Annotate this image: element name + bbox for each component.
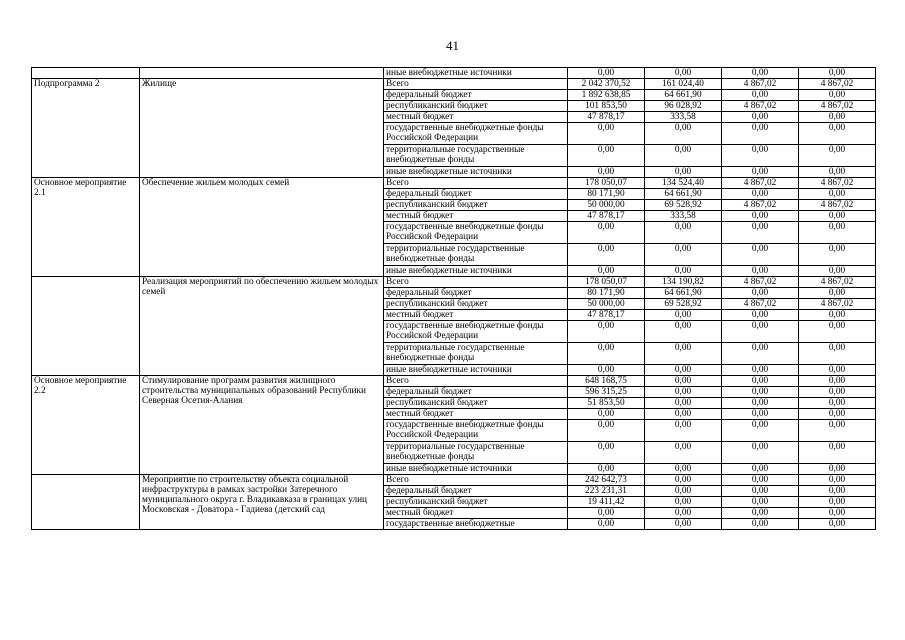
- amount-cell: 0,00: [722, 508, 799, 519]
- funding-source-cell: иные внебюджетные источники: [384, 365, 568, 376]
- amount-cell: 0,00: [799, 222, 876, 244]
- amount-cell: 4 867,02: [799, 101, 876, 112]
- amount-cell: 0,00: [568, 420, 645, 442]
- amount-cell: 0,00: [568, 519, 645, 530]
- amount-cell: 596 315,25: [568, 387, 645, 398]
- funding-source-cell: государственные внебюджетные фонды Российской Федерации: [384, 222, 568, 244]
- amount-cell: 0,00: [645, 266, 722, 277]
- amount-cell: 4 867,02: [722, 101, 799, 112]
- program-cell: [32, 277, 140, 376]
- amount-cell: 0,00: [722, 321, 799, 343]
- page-number: 41: [446, 38, 459, 53]
- amount-cell: 51 853,50: [568, 398, 645, 409]
- amount-cell: 0,00: [722, 112, 799, 123]
- table-row: [32, 475, 876, 486]
- amount-cell: 0,00: [645, 464, 722, 475]
- measure-name-cell: Реализация мероприятий по обеспечению жильем молодых семей: [140, 277, 384, 376]
- measure-name-cell: Стимулирование программ развития жилищного строительства муниципальных образований Республики Северная Осетия-Алания: [140, 376, 384, 475]
- amount-cell: 0,00: [645, 376, 722, 387]
- amount-cell: 0,00: [645, 321, 722, 343]
- amount-cell: 0,00: [799, 398, 876, 409]
- amount-cell: 101 853,50: [568, 101, 645, 112]
- amount-cell: 0,00: [799, 90, 876, 101]
- amount-cell: 0,00: [799, 387, 876, 398]
- amount-cell: 4 867,02: [722, 299, 799, 310]
- funding-source-cell: Всего: [384, 79, 568, 90]
- amount-cell: 178 050,07: [568, 178, 645, 189]
- amount-cell: 19 411,42: [568, 497, 645, 508]
- amount-cell: 0,00: [568, 68, 645, 79]
- amount-cell: 134 190,82: [645, 277, 722, 288]
- funding-source-cell: федеральный бюджет: [384, 288, 568, 299]
- program-cell: [32, 68, 140, 79]
- amount-cell: 0,00: [722, 486, 799, 497]
- amount-cell: 0,00: [799, 288, 876, 299]
- funding-source-cell: местный бюджет: [384, 310, 568, 321]
- amount-cell: 0,00: [722, 90, 799, 101]
- amount-cell: 0,00: [568, 222, 645, 244]
- amount-cell: 0,00: [568, 365, 645, 376]
- amount-cell: 0,00: [645, 442, 722, 464]
- funding-source-cell: республиканский бюджет: [384, 497, 568, 508]
- amount-cell: 0,00: [799, 145, 876, 167]
- amount-cell: 0,00: [722, 365, 799, 376]
- amount-cell: 333,58: [645, 112, 722, 123]
- funding-source-cell: Всего: [384, 178, 568, 189]
- funding-source-cell: территориальные государственные внебюджетные фонды: [384, 442, 568, 464]
- amount-cell: 0,00: [722, 288, 799, 299]
- measure-name-cell: [140, 68, 384, 79]
- amount-cell: 0,00: [645, 123, 722, 145]
- funding-source-cell: республиканский бюджет: [384, 398, 568, 409]
- amount-cell: 0,00: [568, 508, 645, 519]
- amount-cell: 0,00: [799, 420, 876, 442]
- amount-cell: 69 528,92: [645, 299, 722, 310]
- table-row: [32, 178, 876, 189]
- program-cell: [32, 475, 140, 530]
- amount-cell: 0,00: [722, 68, 799, 79]
- amount-cell: 0,00: [799, 365, 876, 376]
- amount-cell: 0,00: [722, 123, 799, 145]
- funding-source-cell: республиканский бюджет: [384, 299, 568, 310]
- funding-source-cell: иные внебюджетные источники: [384, 464, 568, 475]
- amount-cell: 0,00: [722, 420, 799, 442]
- amount-cell: 0,00: [722, 244, 799, 266]
- amount-cell: 2 042 370,52: [568, 79, 645, 90]
- amount-cell: 0,00: [645, 343, 722, 365]
- funding-source-cell: иные внебюджетные источники: [384, 167, 568, 178]
- table-row: [32, 277, 876, 288]
- funding-source-cell: Всего: [384, 475, 568, 486]
- amount-cell: 0,00: [645, 420, 722, 442]
- funding-source-cell: республиканский бюджет: [384, 200, 568, 211]
- amount-cell: 0,00: [799, 376, 876, 387]
- amount-cell: 0,00: [799, 343, 876, 365]
- amount-cell: 4 867,02: [799, 178, 876, 189]
- budget-table-body: [32, 68, 876, 530]
- amount-cell: 0,00: [645, 244, 722, 266]
- amount-cell: 0,00: [568, 123, 645, 145]
- program-cell: Подпрограмма 2: [32, 79, 140, 178]
- funding-source-cell: федеральный бюджет: [384, 387, 568, 398]
- amount-cell: 0,00: [799, 266, 876, 277]
- amount-cell: 0,00: [645, 409, 722, 420]
- funding-source-cell: государственные внебюджетные фонды Российской Федерации: [384, 420, 568, 442]
- measure-name-cell: Мероприятие по строительству объекта социальной инфраструктуры в рамках застройки Затеречного муниципального округа г. Владикавказа в границах улиц Московская - Доватора - Гадиева (детский сад: [140, 475, 384, 530]
- amount-cell: 0,00: [645, 365, 722, 376]
- amount-cell: 0,00: [722, 167, 799, 178]
- amount-cell: 0,00: [799, 211, 876, 222]
- funding-source-cell: государственные внебюджетные: [384, 519, 568, 530]
- amount-cell: 64 661,90: [645, 189, 722, 200]
- amount-cell: 0,00: [645, 387, 722, 398]
- amount-cell: 0,00: [722, 189, 799, 200]
- amount-cell: 0,00: [799, 519, 876, 530]
- funding-source-cell: иные внебюджетные источники: [384, 68, 568, 79]
- amount-cell: 0,00: [645, 310, 722, 321]
- amount-cell: 0,00: [568, 145, 645, 167]
- table-row: [32, 79, 876, 90]
- amount-cell: 0,00: [645, 398, 722, 409]
- amount-cell: 0,00: [799, 321, 876, 343]
- amount-cell: 0,00: [568, 244, 645, 266]
- funding-source-cell: государственные внебюджетные фонды Российской Федерации: [384, 123, 568, 145]
- amount-cell: 0,00: [799, 486, 876, 497]
- funding-source-cell: федеральный бюджет: [384, 189, 568, 200]
- amount-cell: 0,00: [722, 387, 799, 398]
- amount-cell: 4 867,02: [799, 299, 876, 310]
- amount-cell: 0,00: [722, 464, 799, 475]
- amount-cell: 0,00: [722, 398, 799, 409]
- amount-cell: 64 661,90: [645, 90, 722, 101]
- amount-cell: 333,58: [645, 211, 722, 222]
- funding-source-cell: Всего: [384, 277, 568, 288]
- measure-name-cell: Жилище: [140, 79, 384, 178]
- amount-cell: 242 642,73: [568, 475, 645, 486]
- amount-cell: 50 000,00: [568, 299, 645, 310]
- amount-cell: 80 171,90: [568, 189, 645, 200]
- amount-cell: 0,00: [722, 211, 799, 222]
- amount-cell: 0,00: [799, 123, 876, 145]
- amount-cell: 161 024,40: [645, 79, 722, 90]
- funding-source-cell: местный бюджет: [384, 112, 568, 123]
- funding-source-cell: местный бюджет: [384, 211, 568, 222]
- funding-source-cell: иные внебюджетные источники: [384, 266, 568, 277]
- amount-cell: 1 892 638,85: [568, 90, 645, 101]
- funding-source-cell: Всего: [384, 376, 568, 387]
- amount-cell: 0,00: [568, 409, 645, 420]
- program-cell: Основное мероприятие 2.2: [32, 376, 140, 475]
- funding-source-cell: федеральный бюджет: [384, 90, 568, 101]
- budget-table: [31, 67, 876, 530]
- amount-cell: 0,00: [799, 497, 876, 508]
- amount-cell: 0,00: [722, 497, 799, 508]
- amount-cell: 64 661,90: [645, 288, 722, 299]
- funding-source-cell: федеральный бюджет: [384, 486, 568, 497]
- amount-cell: 0,00: [722, 343, 799, 365]
- amount-cell: 223 231,31: [568, 486, 645, 497]
- amount-cell: 0,00: [722, 145, 799, 167]
- amount-cell: 0,00: [799, 508, 876, 519]
- amount-cell: 0,00: [799, 244, 876, 266]
- amount-cell: 0,00: [645, 145, 722, 167]
- amount-cell: 0,00: [722, 310, 799, 321]
- amount-cell: 0,00: [722, 376, 799, 387]
- amount-cell: 0,00: [645, 508, 722, 519]
- amount-cell: 648 168,75: [568, 376, 645, 387]
- amount-cell: 4 867,02: [722, 178, 799, 189]
- amount-cell: 0,00: [568, 321, 645, 343]
- amount-cell: 0,00: [568, 464, 645, 475]
- amount-cell: 0,00: [799, 464, 876, 475]
- amount-cell: 0,00: [722, 222, 799, 244]
- amount-cell: 47 878,17: [568, 310, 645, 321]
- amount-cell: 0,00: [799, 189, 876, 200]
- amount-cell: 4 867,02: [799, 200, 876, 211]
- amount-cell: 0,00: [799, 310, 876, 321]
- amount-cell: 80 171,90: [568, 288, 645, 299]
- amount-cell: 0,00: [645, 475, 722, 486]
- amount-cell: 0,00: [799, 442, 876, 464]
- funding-source-cell: республиканский бюджет: [384, 101, 568, 112]
- amount-cell: 0,00: [722, 519, 799, 530]
- funding-source-cell: местный бюджет: [384, 508, 568, 519]
- amount-cell: 0,00: [568, 167, 645, 178]
- amount-cell: 4 867,02: [722, 277, 799, 288]
- amount-cell: 0,00: [722, 475, 799, 486]
- amount-cell: 0,00: [799, 409, 876, 420]
- funding-source-cell: государственные внебюджетные фонды Российской Федерации: [384, 321, 568, 343]
- funding-source-cell: местный бюджет: [384, 409, 568, 420]
- amount-cell: 0,00: [722, 409, 799, 420]
- amount-cell: 134 524,40: [645, 178, 722, 189]
- amount-cell: 96 028,92: [645, 101, 722, 112]
- amount-cell: 4 867,02: [799, 277, 876, 288]
- amount-cell: 0,00: [799, 167, 876, 178]
- amount-cell: 4 867,02: [722, 79, 799, 90]
- measure-name-cell: Обеспечение жильем молодых семей: [140, 178, 384, 277]
- amount-cell: 0,00: [722, 442, 799, 464]
- amount-cell: 50 000,00: [568, 200, 645, 211]
- amount-cell: 47 878,17: [568, 112, 645, 123]
- amount-cell: 0,00: [645, 486, 722, 497]
- amount-cell: 178 050,07: [568, 277, 645, 288]
- amount-cell: 0,00: [645, 519, 722, 530]
- amount-cell: 0,00: [722, 266, 799, 277]
- amount-cell: 0,00: [799, 68, 876, 79]
- table-row: [32, 376, 876, 387]
- amount-cell: 47 878,17: [568, 211, 645, 222]
- amount-cell: 69 528,92: [645, 200, 722, 211]
- amount-cell: 0,00: [799, 475, 876, 486]
- amount-cell: 4 867,02: [799, 79, 876, 90]
- amount-cell: 0,00: [799, 112, 876, 123]
- funding-source-cell: территориальные государственные внебюджетные фонды: [384, 145, 568, 167]
- amount-cell: 0,00: [568, 343, 645, 365]
- amount-cell: 0,00: [645, 222, 722, 244]
- funding-source-cell: территориальные государственные внебюджетные фонды: [384, 343, 568, 365]
- amount-cell: 4 867,02: [722, 200, 799, 211]
- amount-cell: 0,00: [568, 442, 645, 464]
- table-row: [32, 68, 876, 79]
- amount-cell: 0,00: [568, 266, 645, 277]
- amount-cell: 0,00: [645, 497, 722, 508]
- amount-cell: 0,00: [645, 68, 722, 79]
- funding-source-cell: территориальные государственные внебюджетные фонды: [384, 244, 568, 266]
- program-cell: Основное мероприятие 2.1: [32, 178, 140, 277]
- amount-cell: 0,00: [645, 167, 722, 178]
